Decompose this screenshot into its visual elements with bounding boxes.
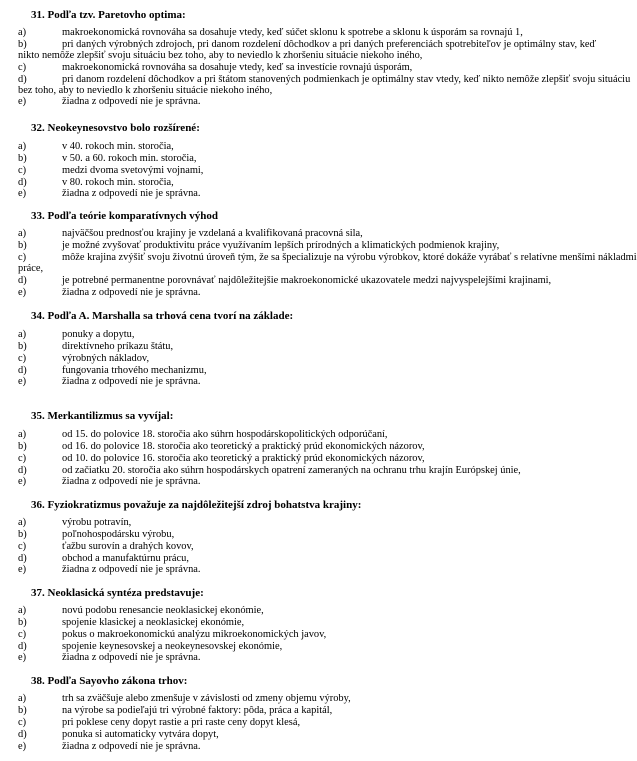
- question-title: 33. Podľa teórie komparatívnych výhod: [31, 210, 218, 222]
- answer-option-a[interactable]: a) ponuky a dopytu,: [18, 329, 135, 340]
- answer-option-e[interactable]: e) žiadna z odpovedí nie je správna.: [18, 652, 201, 663]
- answer-option-d[interactable]: d) ponuka si automaticky vytvára dopyt,: [18, 729, 219, 740]
- answer-option-b[interactable]: b) v 50. a 60. rokoch min. storočia,: [18, 153, 197, 164]
- answer-option-e[interactable]: e) žiadna z odpovedí nie je správna.: [18, 188, 201, 199]
- answer-option-b[interactable]: b) na výrobe sa podieľajú tri výrobné faktory: pôda, práca a kapitál,: [18, 705, 333, 716]
- answer-option-e[interactable]: e) žiadna z odpovedí nie je správna.: [18, 376, 201, 387]
- answer-option-continuation: nikto nemôže zlepšiť svoju situáciu bez toho, aby to neviedlo k zhoršeniu situácie niekoho iného,: [18, 50, 423, 61]
- answer-option-c[interactable]: c) od 10. do polovice 16. storočia ako teoretický a praktický prúd ekonomických názorov,: [18, 453, 425, 464]
- answer-option-e[interactable]: e) žiadna z odpovedí nie je správna.: [18, 96, 201, 107]
- question-title: 31. Podľa tzv. Paretovho optima:: [31, 9, 186, 21]
- question-title: 34. Podľa A. Marshalla sa trhová cena tvorí na základe:: [31, 310, 294, 322]
- answer-option-a[interactable]: a) výrobu potravín,: [18, 517, 132, 528]
- question-title: 35. Merkantilizmus sa vyvíjal:: [31, 410, 174, 422]
- question-title: 32. Neokeynesovstvo bolo rozšírené:: [31, 122, 200, 134]
- answer-option-d[interactable]: d) spojenie keynesovskej a neokeynesovskej ekonómie,: [18, 641, 283, 652]
- answer-option-d[interactable]: d) od začiatku 20. storočia ako súhrn hospodárskych opatrení zameraných na ochranu trhu krajín Európskej únie,: [18, 465, 521, 476]
- answer-option-b[interactable]: b) spojenie klasickej a neoklasickej ekonómie,: [18, 617, 245, 628]
- answer-option-b[interactable]: b) poľnohospodársku výrobu,: [18, 529, 175, 540]
- answer-option-c[interactable]: c) pokus o makroekonomickú analýzu mikroekonomických javov,: [18, 629, 327, 640]
- answer-option-e[interactable]: e) žiadna z odpovedí nie je správna.: [18, 476, 201, 487]
- answer-option-d[interactable]: d) pri danom rozdelení dôchodkov a pri štátom stanovených podmienkach je optimálny stav vtedy, keď nikto nemôže zlepšiť svoju situáciu: [18, 74, 631, 85]
- answer-option-b[interactable]: b) direktívneho príkazu štátu,: [18, 341, 174, 352]
- answer-option-c[interactable]: c) výrobných nákladov,: [18, 353, 150, 364]
- question-title: 38. Podľa Sayovho zákona trhov:: [31, 675, 188, 687]
- question-title: 37. Neoklasická syntéza predstavuje:: [31, 587, 204, 599]
- answer-option-c[interactable]: c) makroekonomická rovnováha sa dosahuje vtedy, keď sa investície rovnajú úsporám,: [18, 62, 413, 73]
- question-title: 36. Fyziokratizmus považuje za najdôležitejší zdroj bohatstva krajiny:: [31, 499, 362, 511]
- answer-option-d[interactable]: d) je potrebné permanentne porovnávať najdôležitejšie makroekonomické ukazovatele medzi najvyspelejšími krajinami,: [18, 275, 552, 286]
- answer-option-a[interactable]: a) makroekonomická rovnováha sa dosahuje vtedy, keď súčet sklonu k spotrebe a sklonu k úsporám sa rovnajú 1,: [18, 27, 523, 38]
- answer-option-e[interactable]: e) žiadna z odpovedí nie je správna.: [18, 287, 201, 298]
- answer-option-e[interactable]: e) žiadna z odpovedí nie je správna.: [18, 564, 201, 575]
- answer-option-b[interactable]: b) od 16. do polovice 18. storočia ako teoretický a praktický prúd ekonomických názorov,: [18, 441, 425, 452]
- answer-option-e[interactable]: e) žiadna z odpovedí nie je správna.: [18, 741, 201, 752]
- answer-option-b[interactable]: b) je možné zvyšovať produktivitu práce využívaním lepších prírodných a klimatických podmienok krajiny,: [18, 240, 500, 251]
- answer-option-c[interactable]: c) môže krajina zvýšiť svoju životnú úroveň tým, že sa špecializuje na výrobu výrobkov, ktoré dokáže vyrábať s relatívne menšími nákladmi: [18, 252, 637, 263]
- answer-option-a[interactable]: a) trh sa zväčšuje alebo zmenšuje v závislosti od zmeny objemu výroby,: [18, 693, 351, 704]
- answer-option-c[interactable]: c) pri poklese ceny dopyt rastie a pri raste ceny dopyt klesá,: [18, 717, 301, 728]
- answer-option-b[interactable]: b) pri daných výrobných zdrojoch, pri danom rozdelení dôchodkov a pri daných preferenciách spotrebiteľov je optimálny stav, keď: [18, 39, 597, 50]
- answer-option-continuation: bez toho, aby to neviedlo k zhoršeniu situácie niekoho iného,: [18, 85, 273, 96]
- answer-option-c[interactable]: c) ťažbu surovín a drahých kovov,: [18, 541, 194, 552]
- answer-option-d[interactable]: d) obchod a manufaktúrnu prácu,: [18, 553, 189, 564]
- answer-option-a[interactable]: a) od 15. do polovice 18. storočia ako súhrn hospodárskopolitických odporúčaní,: [18, 429, 388, 440]
- answer-option-a[interactable]: a) v 40. rokoch min. storočia,: [18, 141, 174, 152]
- answer-option-a[interactable]: a) novú podobu renesancie neoklasickej ekonómie,: [18, 605, 264, 616]
- answer-option-a[interactable]: a) najväčšou prednosťou krajiny je vzdelaná a kvalifikovaná pracovná sila,: [18, 228, 363, 239]
- answer-option-continuation: práce,: [18, 263, 44, 274]
- answer-option-d[interactable]: d) v 80. rokoch min. storočia,: [18, 177, 174, 188]
- answer-option-c[interactable]: c) medzi dvoma svetovými vojnami,: [18, 165, 204, 176]
- answer-option-d[interactable]: d) fungovania trhového mechanizmu,: [18, 365, 207, 376]
